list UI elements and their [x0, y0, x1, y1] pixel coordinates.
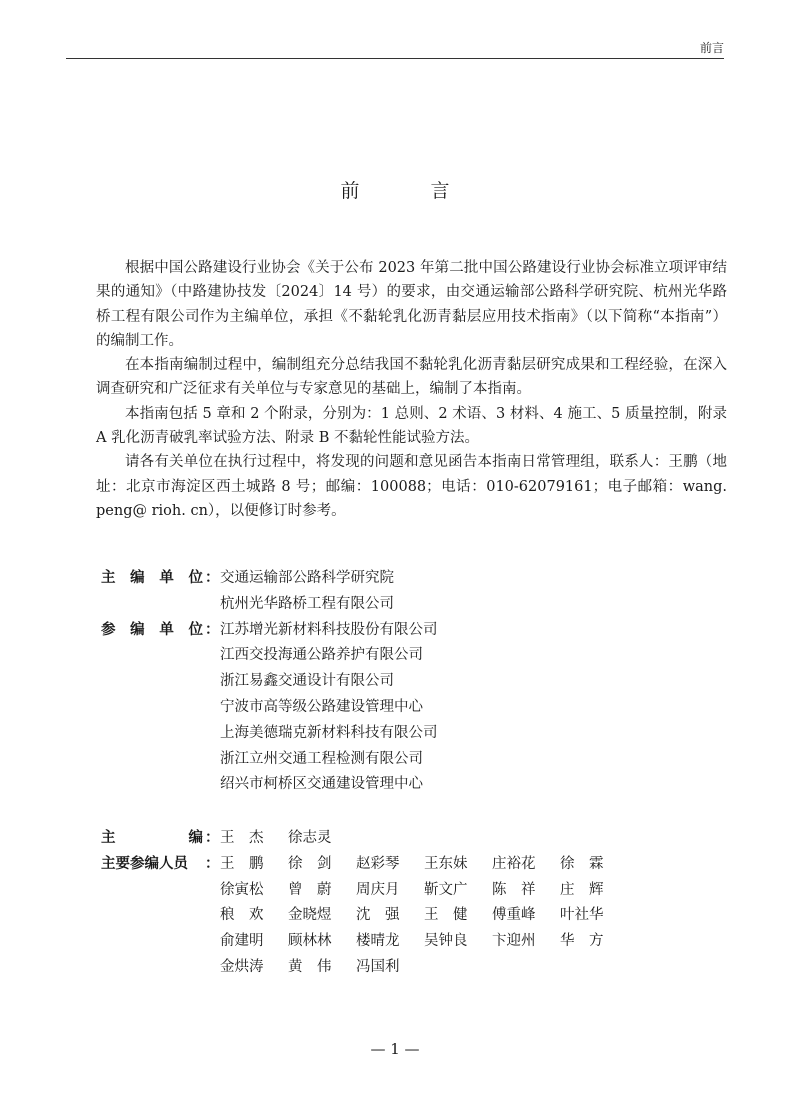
participating-unit-item: 江西交投海通公路养护有限公司	[220, 647, 423, 664]
participant-name: 庄 辉	[560, 881, 604, 898]
participant-name: 徐 剑	[288, 855, 332, 872]
participant-name: 傅重峰	[492, 907, 536, 924]
participant-name: 俞建明	[220, 933, 264, 950]
participating-unit-item: 绍兴市柯桥区交通建设管理中心	[220, 776, 423, 793]
participant-name: 徐寅松	[220, 881, 264, 898]
participant-name: 徐 霖	[560, 855, 604, 872]
participating-unit-item: 江苏增光新材料科技股份有限公司	[220, 621, 438, 638]
chief-units-row: 主编单位 ： 交通运输部公路科学研究院 杭州光华路桥工程有限公司	[101, 566, 701, 618]
participating-units-list	[220, 618, 701, 799]
participant-name: 王 鹏	[220, 855, 264, 872]
chief-unit-item: 杭州光华路桥工程有限公司	[220, 595, 394, 612]
participant-name: 王东妹	[424, 855, 468, 872]
editor-name: 王 杰	[220, 830, 264, 846]
participant-name: 吴钟良	[424, 933, 468, 950]
chief-units-label: 主编单位	[101, 570, 203, 586]
participant-name: 楼晴龙	[356, 933, 400, 950]
participant-name: 金晓煜	[288, 907, 332, 924]
participant-name: 曾 蔚	[288, 881, 332, 898]
participant-name: 黄 伟	[288, 958, 332, 975]
participating-unit-item: 浙江立州交通工程检测有限公司	[220, 750, 423, 767]
paragraph-1: 根据中国公路建设行业协会《关于公布 2023 年第二批中国公路建设行业协会标准立项评审结果的通知》（中路建协技发〔2024〕14 号）的要求，由交通运输部公路科学研究院、杭州光华路桥工程有限公司作为主编单位，承担《不黏轮乳化沥青黏层应用技术指南》（以下简称“本指南”）的编制工作。	[96, 260, 727, 349]
units-block	[101, 566, 701, 798]
participating-unit-item: 宁波市高等级公路建设管理中心	[220, 698, 423, 715]
running-head-title: 前言	[699, 41, 724, 55]
participant-name: 赵彩琴	[356, 855, 400, 872]
participating-units-label: 参编单位	[101, 621, 203, 638]
participant-name: 陈 祥	[492, 881, 536, 898]
preface-body	[96, 256, 727, 523]
participant-name: 靳文广	[424, 881, 468, 898]
participant-name: 冯国利	[356, 958, 400, 975]
participant-name: 金烘涛	[220, 958, 264, 975]
participant-name: 卞迎州	[492, 933, 536, 950]
participant-name: 叶社华	[560, 907, 604, 924]
participant-name: 周庆月	[356, 881, 400, 898]
chief-unit-item: 交通运输部公路科学研究院	[220, 570, 394, 586]
chief-editors-list	[220, 826, 701, 852]
participant-name: 顾林林	[288, 933, 332, 950]
paragraph-2: 在本指南编制过程中，编制组充分总结我国不黏轮乳化沥青黏层研究成果和工程经验，在深入调查研究和广泛征求有关单位与专家意见的基础上，编制了本指南。	[96, 357, 727, 398]
editor-name: 徐志灵	[288, 830, 332, 846]
chief-units-list	[220, 566, 701, 618]
header-rule	[66, 58, 724, 59]
participants-list	[220, 852, 701, 981]
page-title: 前 言	[340, 180, 476, 202]
chief-editors-row: 主编 ： 王 杰 徐志灵	[101, 826, 701, 852]
paragraph-4: 请各有关单位在执行过程中，将发现的问题和意见函告本指南日常管理组，联系人：王鹏（地址：北京市海淀区西土城路 8 号；邮编：100088；电话：010-62079161；电子邮箱：wang. peng@ rioh. cn），以便修订时参考。	[96, 454, 727, 519]
participant-name: 华 方	[560, 933, 604, 950]
participating-unit-item: 上海美德瑞克新材料科技有限公司	[220, 724, 438, 741]
participants-row: 主要参编人员 ： 王 鹏 徐 剑 赵彩琴 王东妹 庄裕花 徐 霖 徐寅松 曾 蔚 周庆月 靳文广 陈 祥 庄 辉 稂 欢 金晓煜 沈 强 王 健 傅重峰 叶社华 俞建明 顾林林 楼晴龙 吴钟良 卞迎州 华 方 金烘涛 黄 伟 冯国利	[101, 852, 701, 981]
chief-editors-label: 主编	[101, 830, 203, 846]
participant-name: 庄裕花	[492, 855, 536, 872]
people-block	[101, 826, 701, 981]
participant-name: 稂 欢	[220, 907, 264, 924]
paragraph-3: 本指南包括 5 章和 2 个附录，分别为：1 总则、2 术语、3 材料、4 施工、5 质量控制，附录 A 乳化沥青破乳率试验方法、附录 B 不黏轮性能试验方法。	[96, 405, 727, 447]
participating-unit-item: 浙江易鑫交通设计有限公司	[220, 673, 394, 690]
participating-units-row: 参编单位 ： 江苏增光新材料科技股份有限公司 江西交投海通公路养护有限公司 浙江易鑫交通设计有限公司 宁波市高等级公路建设管理中心 上海美德瑞克新材料科技有限公司 浙江立州交通工程检测有限公司 绍兴市柯桥区交通建设管理中心	[101, 618, 701, 799]
participant-name: 沈 强	[356, 907, 400, 924]
participants-label: 主要参编人员	[101, 855, 188, 872]
participant-name: 王 健	[424, 907, 468, 924]
page-number: — 1 —	[370, 1040, 420, 1058]
